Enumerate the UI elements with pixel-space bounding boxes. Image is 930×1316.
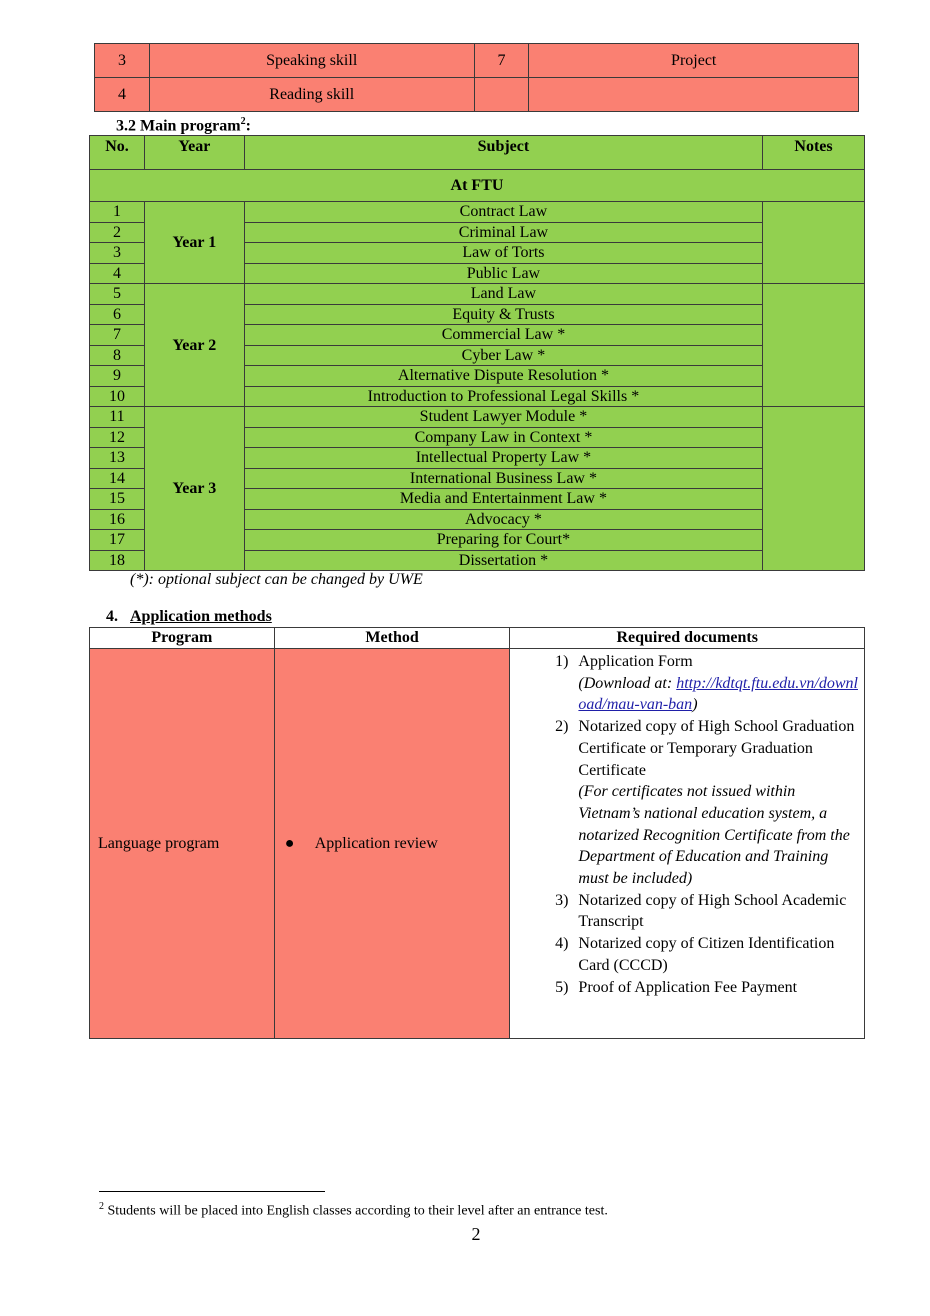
year-1: Year 1 — [144, 202, 244, 284]
subject: Criminal Law — [244, 222, 762, 243]
item-number: 1) — [555, 653, 569, 670]
row-no: 2 — [90, 222, 145, 243]
header-method: Method — [274, 628, 510, 649]
main-program-heading — [116, 116, 251, 135]
main-program-table — [89, 135, 865, 571]
row-no: 8 — [90, 345, 145, 366]
item-text — [578, 651, 858, 716]
list-item — [516, 716, 858, 890]
table-row — [90, 202, 865, 223]
download-link[interactable]: http://kdtqt.ftu.edu.vn/download/mau-van-ban — [578, 674, 858, 714]
doc-transcript: Notarized copy of High School Academic Transcript — [578, 891, 847, 931]
footnote — [99, 1201, 608, 1220]
row-no: 17 — [90, 530, 145, 551]
skill-name: Speaking skill — [149, 44, 474, 78]
subject: Student Lawyer Module * — [244, 407, 762, 428]
list-item — [516, 651, 858, 716]
table-row — [90, 649, 865, 1039]
row-number: 3 — [95, 44, 150, 78]
item-number: 3) — [555, 891, 569, 909]
doc-fee-payment: Proof of Application Fee Payment — [578, 978, 798, 996]
row-no: 6 — [90, 304, 145, 325]
header-notes: Notes — [763, 136, 865, 170]
row-no: 5 — [90, 284, 145, 305]
row-number — [474, 78, 529, 112]
program-cell — [90, 649, 275, 1039]
footnote-mark: 2 — [99, 1201, 104, 1212]
subject: Dissertation * — [244, 550, 762, 571]
header-no: No. — [90, 136, 145, 170]
heading-text: 3.2 Main program — [116, 117, 241, 135]
row-number: 4 — [95, 78, 150, 112]
section-number: 4. — [106, 608, 118, 625]
header-row — [90, 136, 865, 170]
documents-cell — [510, 649, 865, 1039]
optional-subject-note: (*): optional subject can be changed by UWE — [130, 571, 423, 588]
row-no: 10 — [90, 386, 145, 407]
footnote-divider — [99, 1191, 325, 1192]
doc-application-form: Application Form — [578, 653, 693, 670]
notes-cell — [763, 284, 865, 407]
doc-citizen-id: Notarized copy of Citizen Identification Card (CCCD) — [578, 935, 835, 974]
row-no: 16 — [90, 509, 145, 530]
section-row — [90, 170, 865, 202]
subject: International Business Law * — [244, 468, 762, 489]
row-no: 14 — [90, 468, 145, 489]
row-no: 15 — [90, 489, 145, 510]
item-number: 2) — [555, 718, 569, 736]
item-text — [578, 716, 858, 890]
row-no: 3 — [90, 243, 145, 264]
notes-cell — [763, 407, 865, 571]
skill-name: Reading skill — [149, 78, 474, 112]
section-at-ftu: At FTU — [90, 170, 865, 202]
subject: Media and Entertainment Law * — [244, 489, 762, 510]
subject: Contract Law — [244, 202, 762, 223]
header-row — [90, 628, 865, 649]
skill-name — [529, 78, 859, 112]
row-no: 13 — [90, 448, 145, 469]
table-row — [90, 407, 865, 428]
subject: Advocacy * — [244, 509, 762, 530]
row-no: 18 — [90, 550, 145, 571]
subject: Land Law — [244, 284, 762, 305]
row-no: 12 — [90, 427, 145, 448]
subject: Introduction to Professional Legal Skills * — [244, 386, 762, 407]
list-item — [516, 890, 858, 933]
subject: Law of Torts — [244, 243, 762, 264]
subject: Preparing for Court* — [244, 530, 762, 551]
row-no: 11 — [90, 407, 145, 428]
method-cell — [274, 649, 510, 1039]
header-subject: Subject — [244, 136, 762, 170]
heading-suffix: : — [245, 117, 251, 135]
download-suffix: ) — [692, 696, 698, 714]
header-year: Year — [144, 136, 244, 170]
subject: Commercial Law * — [244, 325, 762, 346]
language-skills-table — [94, 43, 859, 112]
table-row — [95, 44, 859, 78]
subject: Alternative Dispute Resolution * — [244, 366, 762, 387]
section-title: Application methods — [130, 608, 272, 625]
row-no: 4 — [90, 263, 145, 284]
method-name: Application review — [314, 834, 438, 852]
footnote-text: Students will be placed into English classes according to their level after an entrance test. — [107, 1203, 608, 1219]
subject: Company Law in Context * — [244, 427, 762, 448]
header-program: Program — [90, 628, 275, 649]
subject: Cyber Law * — [244, 345, 762, 366]
row-no: 9 — [90, 366, 145, 387]
bullet-icon: ● — [284, 834, 295, 852]
header-documents: Required documents — [510, 628, 865, 649]
table-row — [95, 78, 859, 112]
notes-cell — [763, 202, 865, 284]
application-methods-heading — [106, 608, 272, 626]
list-item — [516, 977, 858, 999]
year-2: Year 2 — [144, 284, 244, 407]
skill-name: Project — [529, 44, 859, 78]
subject: Public Law — [244, 263, 762, 284]
item-number: 4) — [555, 935, 569, 953]
row-number: 7 — [474, 44, 529, 78]
item-number: 5) — [555, 978, 569, 996]
row-no: 1 — [90, 202, 145, 223]
download-prefix: (Download at: — [578, 674, 677, 692]
row-no: 7 — [90, 325, 145, 346]
table-row — [90, 284, 865, 305]
application-methods-table — [89, 627, 865, 1039]
certificate-note: (For certificates not issued within Vietnam’s national education system, a notarized Recognition Certificate from the Department of Education and Training must be included) — [578, 783, 850, 888]
year-3: Year 3 — [144, 407, 244, 571]
page-number: 2 — [471, 1224, 481, 1244]
subject: Intellectual Property Law * — [244, 448, 762, 469]
subject: Equity & Trusts — [244, 304, 762, 325]
program-name: Language program — [98, 834, 220, 852]
doc-graduation-certificate: Notarized copy of High School Graduation Certificate or Temporary Graduation Certificate — [578, 718, 855, 779]
list-item — [516, 933, 858, 976]
footnote-ref: 2 — [240, 116, 246, 127]
